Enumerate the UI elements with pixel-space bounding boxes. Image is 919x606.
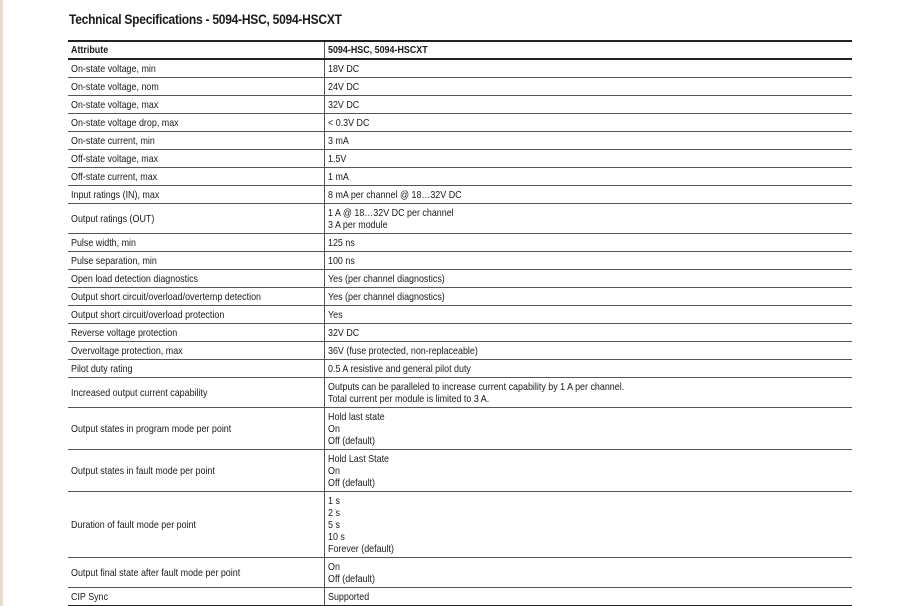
value-line: 100 ns [327,255,355,267]
value-line: 1 s [327,495,340,507]
attribute-label: Duration of fault mode per point [71,519,197,531]
table-row [68,168,852,186]
value-line: Yes [327,309,343,321]
attribute-label: Overvoltage protection, max [71,345,183,357]
value-cell [324,306,852,324]
value-line: 8 mA per channel @ 18…32V DC [327,189,462,201]
value-cell [324,96,852,114]
value-line: 18V DC [327,63,359,75]
table-row [68,588,852,606]
table-row [68,270,852,288]
attribute-cell [68,204,324,234]
value-line: 1 mA [327,171,349,183]
value-line: Hold Last State [327,453,389,465]
attribute-label: On-state current, min [71,135,155,147]
table-row [68,558,852,588]
attribute-cell [68,252,324,270]
value-line: 125 ns [327,237,355,249]
attribute-label: Output states in program mode per point [71,423,232,435]
value-cell [324,378,852,408]
attribute-cell [68,588,324,606]
value-line: Outputs can be paralleled to increase current capability by 1 A per channel. [327,381,624,393]
table-row [68,114,852,132]
attribute-cell [68,450,324,492]
attribute-label: Output ratings (OUT) [71,213,155,225]
value-line: 32V DC [327,99,359,111]
attribute-label: Pilot duty rating [71,363,133,375]
attribute-label: CIP Sync [71,591,109,603]
value-cell [324,324,852,342]
attribute-label: Pulse width, min [71,237,136,249]
attribute-label: On-state voltage, max [71,99,159,111]
attribute-cell [68,324,324,342]
table-row [68,492,852,558]
value-line: 10 s [327,531,345,543]
table-header-row [68,41,852,59]
attribute-label: Output short circuit/overload/overtemp detection [71,291,262,303]
attribute-cell [68,150,324,168]
value-line: Forever (default) [327,543,394,555]
value-line: < 0.3V DC [327,117,369,129]
attribute-label: Increased output current capability [71,387,208,399]
attribute-label: On-state voltage, nom [71,81,159,93]
attribute-cell [68,492,324,558]
value-line: 2 s [327,507,340,519]
page-title: Technical Specifications - 5094-HSC, 5094-HSCXT [69,11,342,27]
value-cell [324,234,852,252]
attribute-cell [68,306,324,324]
attribute-cell [68,234,324,252]
value-cell [324,492,852,558]
value-cell [324,450,852,492]
attribute-cell [68,408,324,450]
value-line: Total current per module is limited to 3 A. [327,393,489,405]
value-cell [324,168,852,186]
table-row [68,96,852,114]
table-row [68,186,852,204]
value-line: 1 A @ 18…32V DC per channel [327,207,454,219]
value-line: 3 A per module [327,219,388,231]
value-line: Off (default) [327,435,375,447]
value-line: 1.5V [327,153,346,165]
value-line: 36V (fuse protected, non-replaceable) [327,345,478,357]
value-line: 0.5 A resistive and general pilot duty [327,363,471,375]
value-cell [324,360,852,378]
page-edge-strip [0,0,3,606]
table-body [68,59,852,606]
value-line: Supported [327,591,369,603]
value-cell [324,288,852,306]
attribute-cell [68,132,324,150]
value-cell [324,342,852,360]
attribute-cell [68,186,324,204]
value-line: 24V DC [327,81,359,93]
value-line: On [327,561,340,573]
attribute-label: Input ratings (IN), max [71,189,160,201]
attribute-cell [68,78,324,96]
value-cell [324,186,852,204]
value-cell [324,558,852,588]
attribute-cell [68,288,324,306]
table-row [68,360,852,378]
table-row [68,288,852,306]
value-cell [324,59,852,78]
attribute-label: Pulse separation, min [71,255,157,267]
attribute-cell [68,360,324,378]
attribute-label: Output short circuit/overload protection [71,309,225,321]
attribute-label: Off-state current, max [71,171,158,183]
attribute-label: Off-state voltage, max [71,153,159,165]
attribute-label: On-state voltage drop, max [71,117,179,129]
table-row [68,342,852,360]
value-line: On [327,423,340,435]
value-line: Yes (per channel diagnostics) [327,273,445,285]
attribute-label: Output final state after fault mode per point [71,567,241,579]
attribute-label: On-state voltage, min [71,63,156,75]
table-row [68,306,852,324]
value-line: On [327,465,340,477]
value-line: 5 s [327,519,340,531]
column-header: 5094-HSC, 5094-HSCXT [324,41,852,59]
column-header: Attribute [71,44,109,56]
spec-table [68,40,852,606]
table-row [68,450,852,492]
value-line: 32V DC [327,327,359,339]
table-row [68,132,852,150]
attribute-label: Open load detection diagnostics [71,273,199,285]
value-cell [324,408,852,450]
attribute-cell [68,168,324,186]
attribute-cell [68,96,324,114]
attribute-cell [68,558,324,588]
table-row [68,252,852,270]
value-line: Hold last state [327,411,385,423]
value-line: Off (default) [327,573,375,585]
value-cell [324,252,852,270]
value-line: 3 mA [327,135,349,147]
table-row [68,234,852,252]
value-line: Off (default) [327,477,375,489]
value-cell [324,132,852,150]
attribute-cell [68,270,324,288]
value-cell [324,150,852,168]
table-row [68,78,852,96]
value-cell [324,204,852,234]
table-row [68,324,852,342]
table-row [68,204,852,234]
attribute-label: Reverse voltage protection [71,327,178,339]
table-row [68,378,852,408]
table-row [68,59,852,78]
table-row [68,150,852,168]
attribute-cell [68,114,324,132]
value-cell [324,78,852,96]
value-cell [324,114,852,132]
value-cell [324,588,852,606]
attribute-label: Output states in fault mode per point [71,465,215,477]
value-cell [324,270,852,288]
attribute-cell [68,59,324,78]
attribute-cell [68,342,324,360]
value-line: Yes (per channel diagnostics) [327,291,445,303]
attribute-cell [68,378,324,408]
table-row [68,408,852,450]
